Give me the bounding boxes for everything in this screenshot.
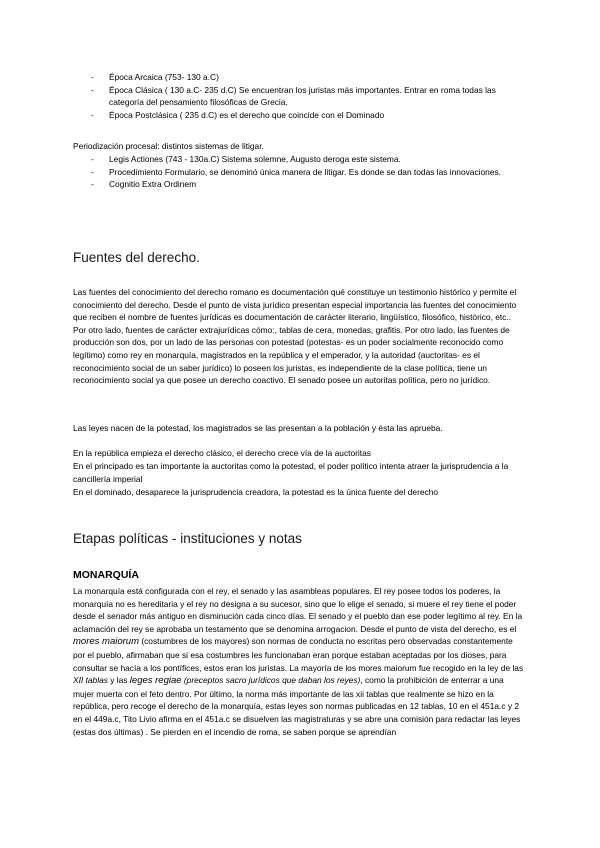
monarquia-paragraph: [73, 585, 525, 738]
text-run: y las: [107, 675, 130, 686]
section-title-etapas: Etapas políticas - instituciones y notas: [73, 531, 302, 546]
term-leges-regiae-note: (preceptos sacro jurídicos que daban los reyes): [181, 675, 361, 686]
fuentes-paragraph-4: En el principado es tan importante la auctoritas como la potestad, el poder político intenta atraer la jurisprudencia a la cancillería imperial: [73, 461, 509, 484]
term-xii-tablas: XII tablas: [73, 675, 108, 686]
bullet-dash: -: [91, 154, 94, 164]
list-item-text: Cognitio Extra Ordinem: [109, 179, 197, 190]
list-item-text: Legis Actiones (743 - 130a.C) Sistema solemne, Augusto deroga este sistema.: [109, 154, 401, 164]
periods-list: [73, 71, 533, 121]
list-item: [73, 71, 533, 84]
subsection-title-monarquia: MONARQUÍA: [73, 569, 139, 581]
term-mores-maiorum: mores maiorum: [73, 636, 139, 648]
list-item: [73, 153, 533, 166]
fuentes-paragraph-2: Las leyes nacen de la potestad, los magistrados se las presentan a la población y ésta las aprueba.: [73, 423, 443, 433]
bullet-dash: -: [91, 84, 94, 95]
procedural-list: [73, 153, 533, 191]
procedural-heading: Periodización procesal: distintos sistemas de litigar.: [73, 141, 264, 151]
list-item: [73, 109, 533, 122]
term-leges-regiae: leges regiae: [129, 675, 182, 687]
text-run: (costumbres de los mayores) son normas de conducta no escritas pero observadas constantemente por el pueblo, afirmaban que si esa costumbres les funcionaban eran porque estaban aceptadas por los dioses, para consultar se hacía a los pontífices, estos eran los juristas. La mayoría de los mores maiorum fue recogido en la ley de las: [73, 636, 524, 673]
text-run: , como la prohibición de enterrar a una mujer muerta con el feto dentro. Por último, la norma más importante de las xii tablas que realmente se hizo en la república, pero recoge el derecho de la monarquía, estas leyes son normas publicadas en 12 tablas, 10 en el 451a.c y 2 en el 449a.c, Tito Livio afirma en el 451a.c se disuelven las magistraturas y se abre una comisión para redactar las leyes (estas dos últimas) . Se pierden en el incendio de roma, se saben porque se aprendían: [73, 675, 521, 737]
list-item: [73, 166, 533, 179]
fuentes-paragraph-5: En el dominado, desaparece la jurisprudencia creadora, la potestad es la única fuente del derecho: [73, 487, 439, 497]
bullet-dash: -: [91, 72, 94, 82]
section-title-fuentes: Fuentes del derecho.: [73, 250, 200, 265]
bullet-dash: -: [91, 109, 94, 120]
list-item-text: Época Postclásica ( 235 d.C) es el derecho que coincide con el Dominado: [109, 109, 385, 120]
list-item: [73, 84, 533, 109]
list-item-text: Época Arcaica (753- 130 a.C): [109, 72, 219, 82]
bullet-dash: -: [91, 179, 94, 190]
fuentes-paragraph-1: Las fuentes del conocimiento del derecho romano es documentación qué constituye un testimonio histórico y permite el conocimiento del derecho. Desde el punto de vista jurídico presentan especial importancia las fuentes del conocimiento que reciben el nombre de fuentes jurídicas es documentación de carácter literario, lingüístico, filosófico, histórico, etc.. Por otro lado, fuentes de carácter extrajurídicas cómo:, tablas de cera, monedas, grafitis. Por otro lado, las fuentes de producción son dos, por un lado de las personas con potestad (potestas- es un poder socialmente reconocido como legítimo) como rey en monarquía, magistrados en la república y el emperador, y la autoridad (auctoritas- es el reconocimiento social de un saber jurídico) lo poseen los juristas, es independiente de la clase política, tiene un reconocimiento social ya que posee un derecho coactivo. El senado posee un autoritas política, pero no jurídico.: [73, 287, 517, 386]
list-item-text: Época Clásica ( 130 a.C- 235 d.C) Se encuentran los juristas más importantes. Entrar en roma todas las categoría del pensamiento filosóficas de Grecia,: [109, 84, 496, 108]
list-item: [73, 178, 533, 191]
bullet-dash: -: [91, 166, 94, 177]
text-run: La monarquía está configurada con el rey, el senado y las asambleas populares. El rey posee todos los poderes, la monarquía no es hereditaria y el rey no designa a su sucesor, sino que lo elige el senado, si muere el rey tiene el poder desde el senador más antiguo en disminución cada cinco días. El senado y el pueblo dan ese poder legítimo al rey. En la aclamación del rey se aprobaba un testamento que se denomina arrogacion. Desde el punto de vista del derecho, es el: [73, 586, 523, 634]
list-item-text: Procedimiento Formulario, se denominó única manera de litigar. Es donde se dan todas las innovaciones.: [109, 166, 501, 177]
fuentes-paragraph-3: En la república empieza el derecho clásico, el derecho crece vía de la auctoritas: [73, 448, 371, 458]
